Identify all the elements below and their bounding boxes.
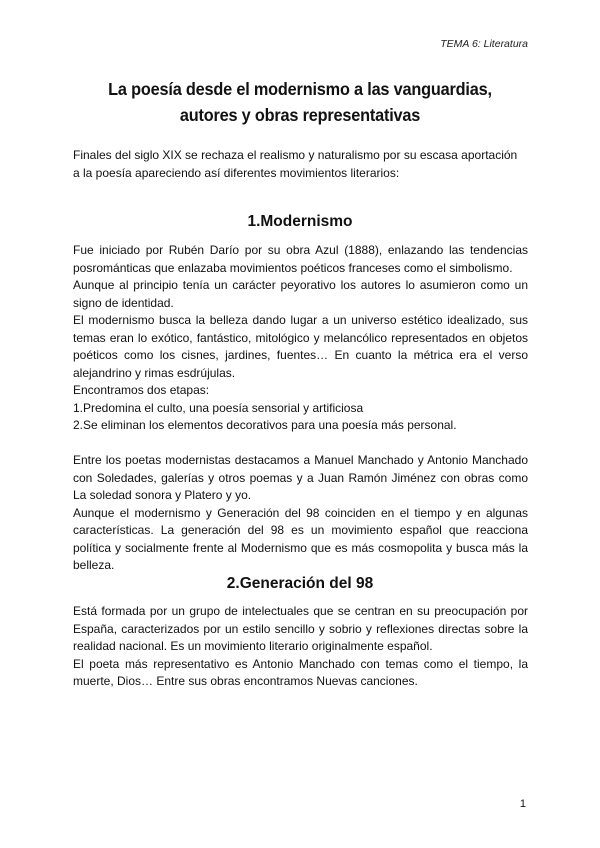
paragraph: Fue iniciado por Rubén Darío por su obra Azul (1888), enlazando las tendencias posrománticas que enlazaba movimientos poéticos franceses como el simbolismo. (73, 243, 528, 275)
intro-paragraph (73, 146, 533, 182)
list-item: 2.Se eliminan los elementos decorativos para una poesía más personal. (73, 418, 457, 432)
page-title (77, 76, 523, 128)
paragraph: Entre los poetas modernistas destacamos a Manuel Manchado y Antonio Manchado con Soledades, galerías y otros poemas y a Juan Ramón Jiménez con obras como La soledad sonora y Platero y yo. (73, 453, 528, 502)
paragraph: Aunque al principio tenía un carácter peyorativo los autores lo asumieron como un signo de identidad. (73, 278, 528, 310)
intro-line-2: a la poesía apareciendo así diferentes movimientos literarios: (73, 166, 400, 180)
section-body-modernismo (73, 242, 528, 575)
title-line-2: autores y obras representativas (179, 105, 421, 125)
paragraph: Aunque el modernismo y Generación del 98 coinciden en el tiempo y en algunas características. La generación del 98 es un movimiento español que reacciona política y socialmente frente al Modernismo que es más cosmopolita y busca más la belleza. (73, 505, 528, 572)
paragraph: El poeta más representativo es Antonio Manchado con temas como el tiempo, la muerte, Dios… Entre sus obras encontramos Nuevas canciones. (73, 656, 528, 688)
paragraph: Encontramos dos etapas: (73, 383, 210, 397)
paragraph: Está formada por un grupo de intelectuales que se centran en su preocupación por España, caracterizados por un estilo sencillo y sobrio y reflexiones directas sobre la realidad nacional. Es un movimiento literario originalmente español. (73, 604, 528, 653)
paragraph: El modernismo busca la belleza dando lugar a un universo estético idealizado, sus temas eran lo exótico, fantástico, mitológico y melancólico representados en objetos poéticos como los cisnes, jardines, fuentes… En cuanto la métrica era el verso alejandrino y rimas esdrújulas. (73, 313, 528, 380)
list-item: 1.Predomina el culto, una poesía sensorial y artificiosa (73, 400, 364, 415)
title-line-1: La poesía desde el modernismo a las vanguardias, (108, 79, 492, 99)
running-header: TEMA 6: Literatura (440, 38, 528, 50)
section-body-generacion-98 (73, 603, 528, 691)
section-heading-modernismo: 1.Modernismo (247, 213, 353, 230)
intro-line-1: Finales del siglo XIX se rechaza el realismo y naturalismo por su escasa aportación (73, 148, 518, 162)
page-number: 1 (519, 798, 526, 810)
section-heading-generacion-98: 2.Generación del 98 (226, 575, 374, 592)
